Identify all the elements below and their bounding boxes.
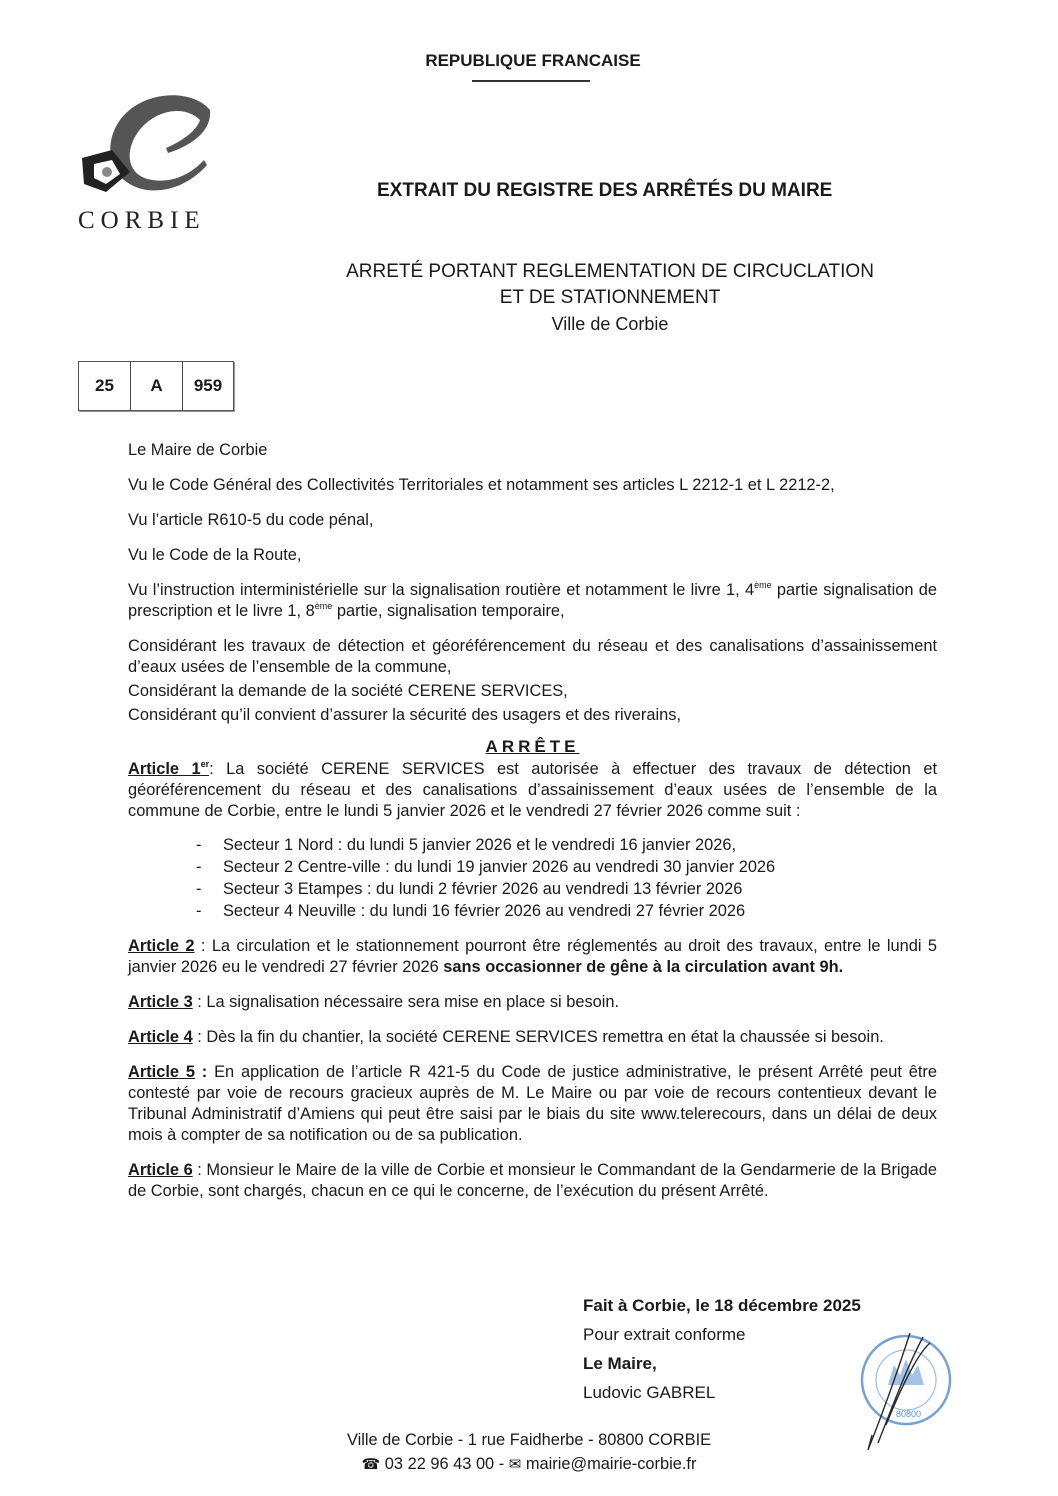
mail-icon: ✉ <box>508 1456 522 1473</box>
article-4-label: Article 4 <box>128 1028 193 1046</box>
arrete-heading: ARRÊTE <box>485 737 580 756</box>
preamble-considerant-travaux: Considérant les travaux de détection et géoréférencement du réseau et des canalisations d’assainissement d’eaux usées de l’ensemble de la commune, <box>128 637 937 676</box>
conforme-label: Pour extrait conforme <box>583 1325 746 1344</box>
article-6-label: Article 6 <box>128 1161 193 1179</box>
phone-icon: ☎ <box>361 1456 381 1473</box>
place-date: Fait à Corbie, le 18 décembre 2025 <box>583 1296 861 1315</box>
article-1: Article 1er: La société CERENE SERVICES est autorisée à effectuer des travaux de détection et géoréférencement du réseau et des canalisations d’assainissement d’eaux usées de l’ensemble de la commune de Corbie, entre le lundi 5 janvier 2026 et le vendredi 27 février 2026 comme suit : <box>128 759 937 820</box>
reference-box <box>78 361 234 411</box>
article-6: Article 6 : Monsieur le Maire de la ville de Corbie et monsieur le Commandant de la Gendarmerie de la Brigade de Corbie, sont chargés, chacun en ce qui le concerne, de l’exécution du présent Arrêté. <box>128 1161 938 1200</box>
reference-number: 959 <box>193 376 223 395</box>
preamble-considerant-demande: Considérant la demande de la société CERENE SERVICES, <box>128 682 568 700</box>
sector-item: - Secteur 3 Etampes : du lundi 2 février 2026 au vendredi 13 février 2026 <box>196 878 937 900</box>
mayor-role: Le Maire, <box>583 1354 657 1373</box>
mayor-name: Ludovic GABREL <box>583 1383 716 1402</box>
reference-year: 25 <box>79 362 131 410</box>
signature-block <box>583 1291 861 1407</box>
footer-contact: ☎ 03 22 96 43 00 - ✉ mairie@mairie-corbie.fr <box>347 1452 711 1477</box>
article-1-label: Article 1er <box>128 759 210 778</box>
footer <box>0 1428 1058 1477</box>
article-3-label: Article 3 <box>128 993 193 1011</box>
preamble-vu-instruction: Vu l’instruction interministérielle sur la signalisation routière et notamment le livre 1, 4ème partie signalisation de prescription et le livre 1, 8ème partie, signalisation temporaire, <box>128 580 937 620</box>
preamble-vu-code-route: Vu le Code de la Route, <box>128 546 302 564</box>
logo-text: CORBIE <box>78 207 206 234</box>
extrait-heading: EXTRAIT DU REGISTRE DES ARRÊTÉS DU MAIRE <box>377 180 833 201</box>
header-divider <box>472 80 590 82</box>
arrete-title <box>300 259 920 337</box>
article-5-label: Article 5 <box>128 1063 195 1081</box>
preamble-considerant-securite: Considérant qu’il convient d’assurer la sécurité des usagers et des riverains, <box>128 706 682 724</box>
sector-item: - Secteur 2 Centre-ville : du lundi 19 janvier 2026 au vendredi 30 janvier 2026 <box>196 856 937 878</box>
arrete-title-line2: ET DE STATIONNEMENT <box>499 287 721 308</box>
preamble-vu-cgct: Vu le Code Général des Collectivités Territoriales et notamment ses articles L 2212-1 et L 2212-2, <box>128 476 835 494</box>
article-4: Article 4 : Dès la fin du chantier, la société CERENE SERVICES remettra en état la chaussée si besoin. <box>128 1028 884 1046</box>
sector-item: - Secteur 1 Nord : du lundi 5 janvier 2026 et le vendredi 16 janvier 2026, <box>196 834 937 856</box>
preamble-vu-code-penal: Vu l’article R610-5 du code pénal, <box>128 511 374 529</box>
document-body <box>128 440 937 1202</box>
footer-address: Ville de Corbie - 1 rue Faidherbe - 80800 CORBIE <box>346 1431 712 1449</box>
article-2: Article 2 : La circulation et le stationnement pourront être réglementés au droit des travaux, entre le lundi 5 janvier 2026 eu le vendredi 27 février 2026 sans occasionner de gêne à la circulation avant 9h. <box>128 937 938 976</box>
sector-item: - Secteur 4 Neuville : du lundi 16 février 2026 au vendredi 27 février 2026 <box>196 900 937 922</box>
stamp-postcode: 80800 <box>896 1409 922 1419</box>
preamble-intro: Le Maire de Corbie <box>128 441 268 459</box>
footer-phone: 03 22 96 43 00 <box>384 1455 495 1473</box>
article-5: Article 5 : En application de l’article R 421-5 du Code de justice administrative, le présent Arrêté peut être contesté par voie de recours gracieux auprès de M. Le Maire ou par voie de recours contentieux devant le Tribunal Administratif d’Amiens qui peut être saisi par le biais du site www.telerecours, dans un délai de deux mois à compter de sa notification ou de sa publication. <box>128 1063 937 1144</box>
arrete-title-line1: ARRETÉ PORTANT REGLEMENTATION DE CIRCUCLATION <box>346 261 874 282</box>
reference-type: A <box>131 362 183 410</box>
sector-list <box>128 834 937 922</box>
article-3: Article 3 : La signalisation nécessaire sera mise en place si besoin. <box>128 993 620 1011</box>
republique-francaise-heading: REPUBLIQUE FRANCAISE <box>425 51 641 70</box>
article-2-label: Article 2 <box>128 937 195 955</box>
arrete-title-line3: Ville de Corbie <box>551 314 669 334</box>
footer-email[interactable]: mairie@mairie-corbie.fr <box>525 1455 697 1473</box>
